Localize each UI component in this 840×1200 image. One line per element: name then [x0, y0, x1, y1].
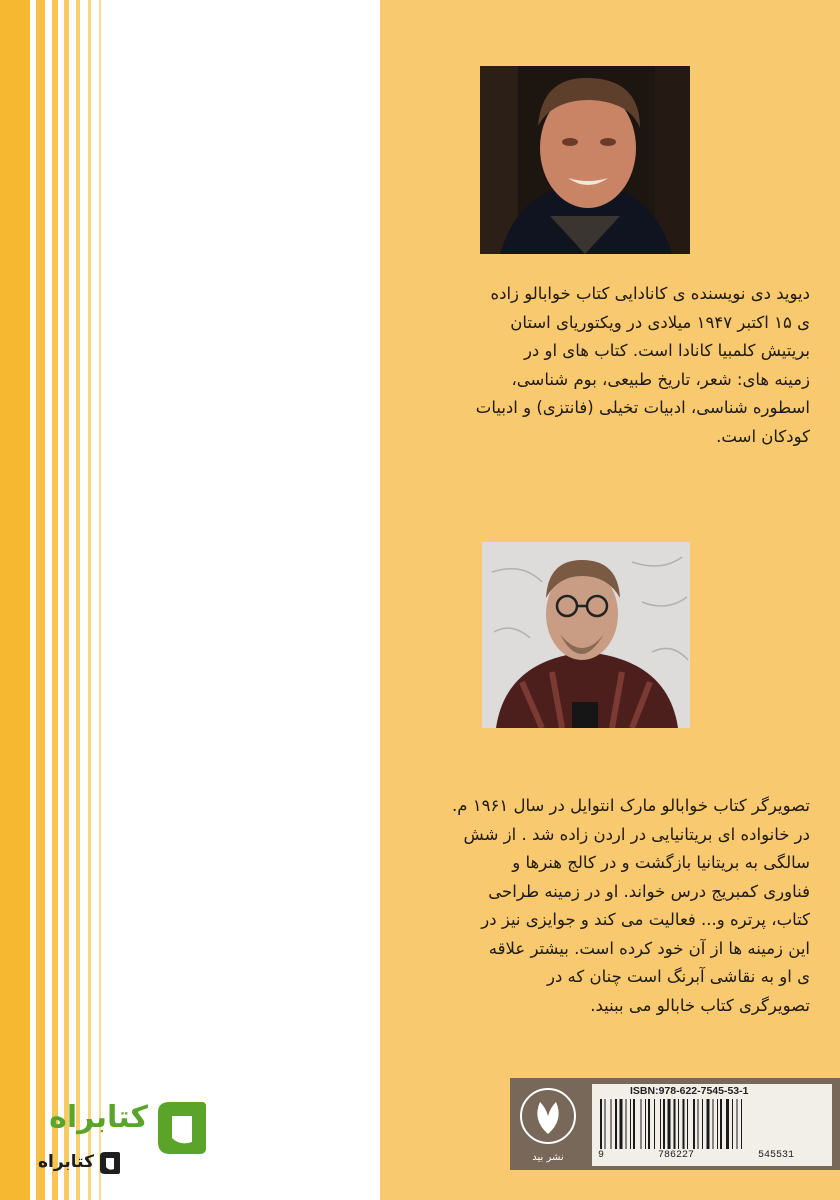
- illustrator-photo: [482, 542, 690, 728]
- illustrator-bio-line: فناوری کمبریج درس خواند. او در زمینه طراحی: [488, 881, 810, 901]
- stripe-1: [0, 0, 30, 1200]
- illustrator-bio-line: این زمینه ها از آن خود کرده است. بیشتر علاقه: [488, 938, 810, 958]
- barcode-digits-mid: 786227: [658, 1150, 695, 1161]
- illustrator-bio-line: ی او به نقاشی آبرنگ است چنان که در: [546, 967, 810, 986]
- author-bio-line: کودکان است.: [716, 426, 810, 446]
- ketabrah-brand: کتابراه: [49, 1100, 148, 1135]
- illustrator-bio-line: کتاب، پرتره و... فعالیت می کند و جوایزی نیز در: [481, 910, 810, 929]
- barcode: [592, 1084, 832, 1166]
- ketabrah-watermark: [24, 1092, 224, 1192]
- author-photo: [480, 66, 690, 254]
- barcode-box: [510, 1078, 840, 1170]
- publisher-name: نشر بید: [532, 1152, 564, 1163]
- illustrator-bio-line: تصویرگر کتاب خوابالو مارک انتوایل در سال ۱۹۶۱ م.: [452, 796, 810, 815]
- publisher-logo: [518, 1086, 578, 1164]
- ketabrah-brand-small: کتابراه: [37, 1152, 94, 1172]
- illustrator-bio-line: در خانواده ای بریتانیایی در اردن زاده شد . از شش: [463, 824, 810, 844]
- author-bio-line: اسطوره شناسی، ادبیات تخیلی (فانتزی) و ادبیات: [475, 398, 810, 417]
- author-bio-line: بریتیش کلمبیا کانادا است. کتاب های او در: [523, 341, 810, 360]
- ketabrah-logo-icon: [150, 1098, 208, 1158]
- illustrator-bio-line: سالگی به بریتانیا بازگشت و در کالج هنرها و: [512, 853, 810, 872]
- leaf-icon: [518, 1086, 578, 1146]
- stripe-4: [64, 0, 69, 1200]
- author-bio-line: ی ۱۵ اکتبر ۱۹۴۷ میلادی در ویکتوریای استان: [510, 312, 810, 332]
- barcode-digits-right: 545531: [758, 1150, 795, 1161]
- author-bio: [398, 280, 810, 451]
- stripe-2: [36, 0, 45, 1200]
- isbn-label: ISBN:978-622-7545-53-1: [630, 1085, 749, 1097]
- stripe-3: [52, 0, 58, 1200]
- illustrator-bio: [398, 792, 810, 1020]
- barcode-bars: [600, 1099, 828, 1149]
- stripe-6: [88, 0, 91, 1200]
- stripe-5: [76, 0, 80, 1200]
- author-bio-line: دیوید دی نویسنده ی کانادایی کتاب خوابالو زاده: [490, 284, 810, 303]
- ketabrah-small-icon: [96, 1150, 122, 1176]
- stripe-7: [99, 0, 101, 1200]
- illustrator-bio-line: تصویرگری کتاب خابالو می ببنید.: [590, 995, 810, 1015]
- author-bio-line: زمینه های: شعر، تاریخ طبیعی، بوم شناسی،: [511, 369, 810, 389]
- barcode-digit-left: 9: [598, 1150, 605, 1161]
